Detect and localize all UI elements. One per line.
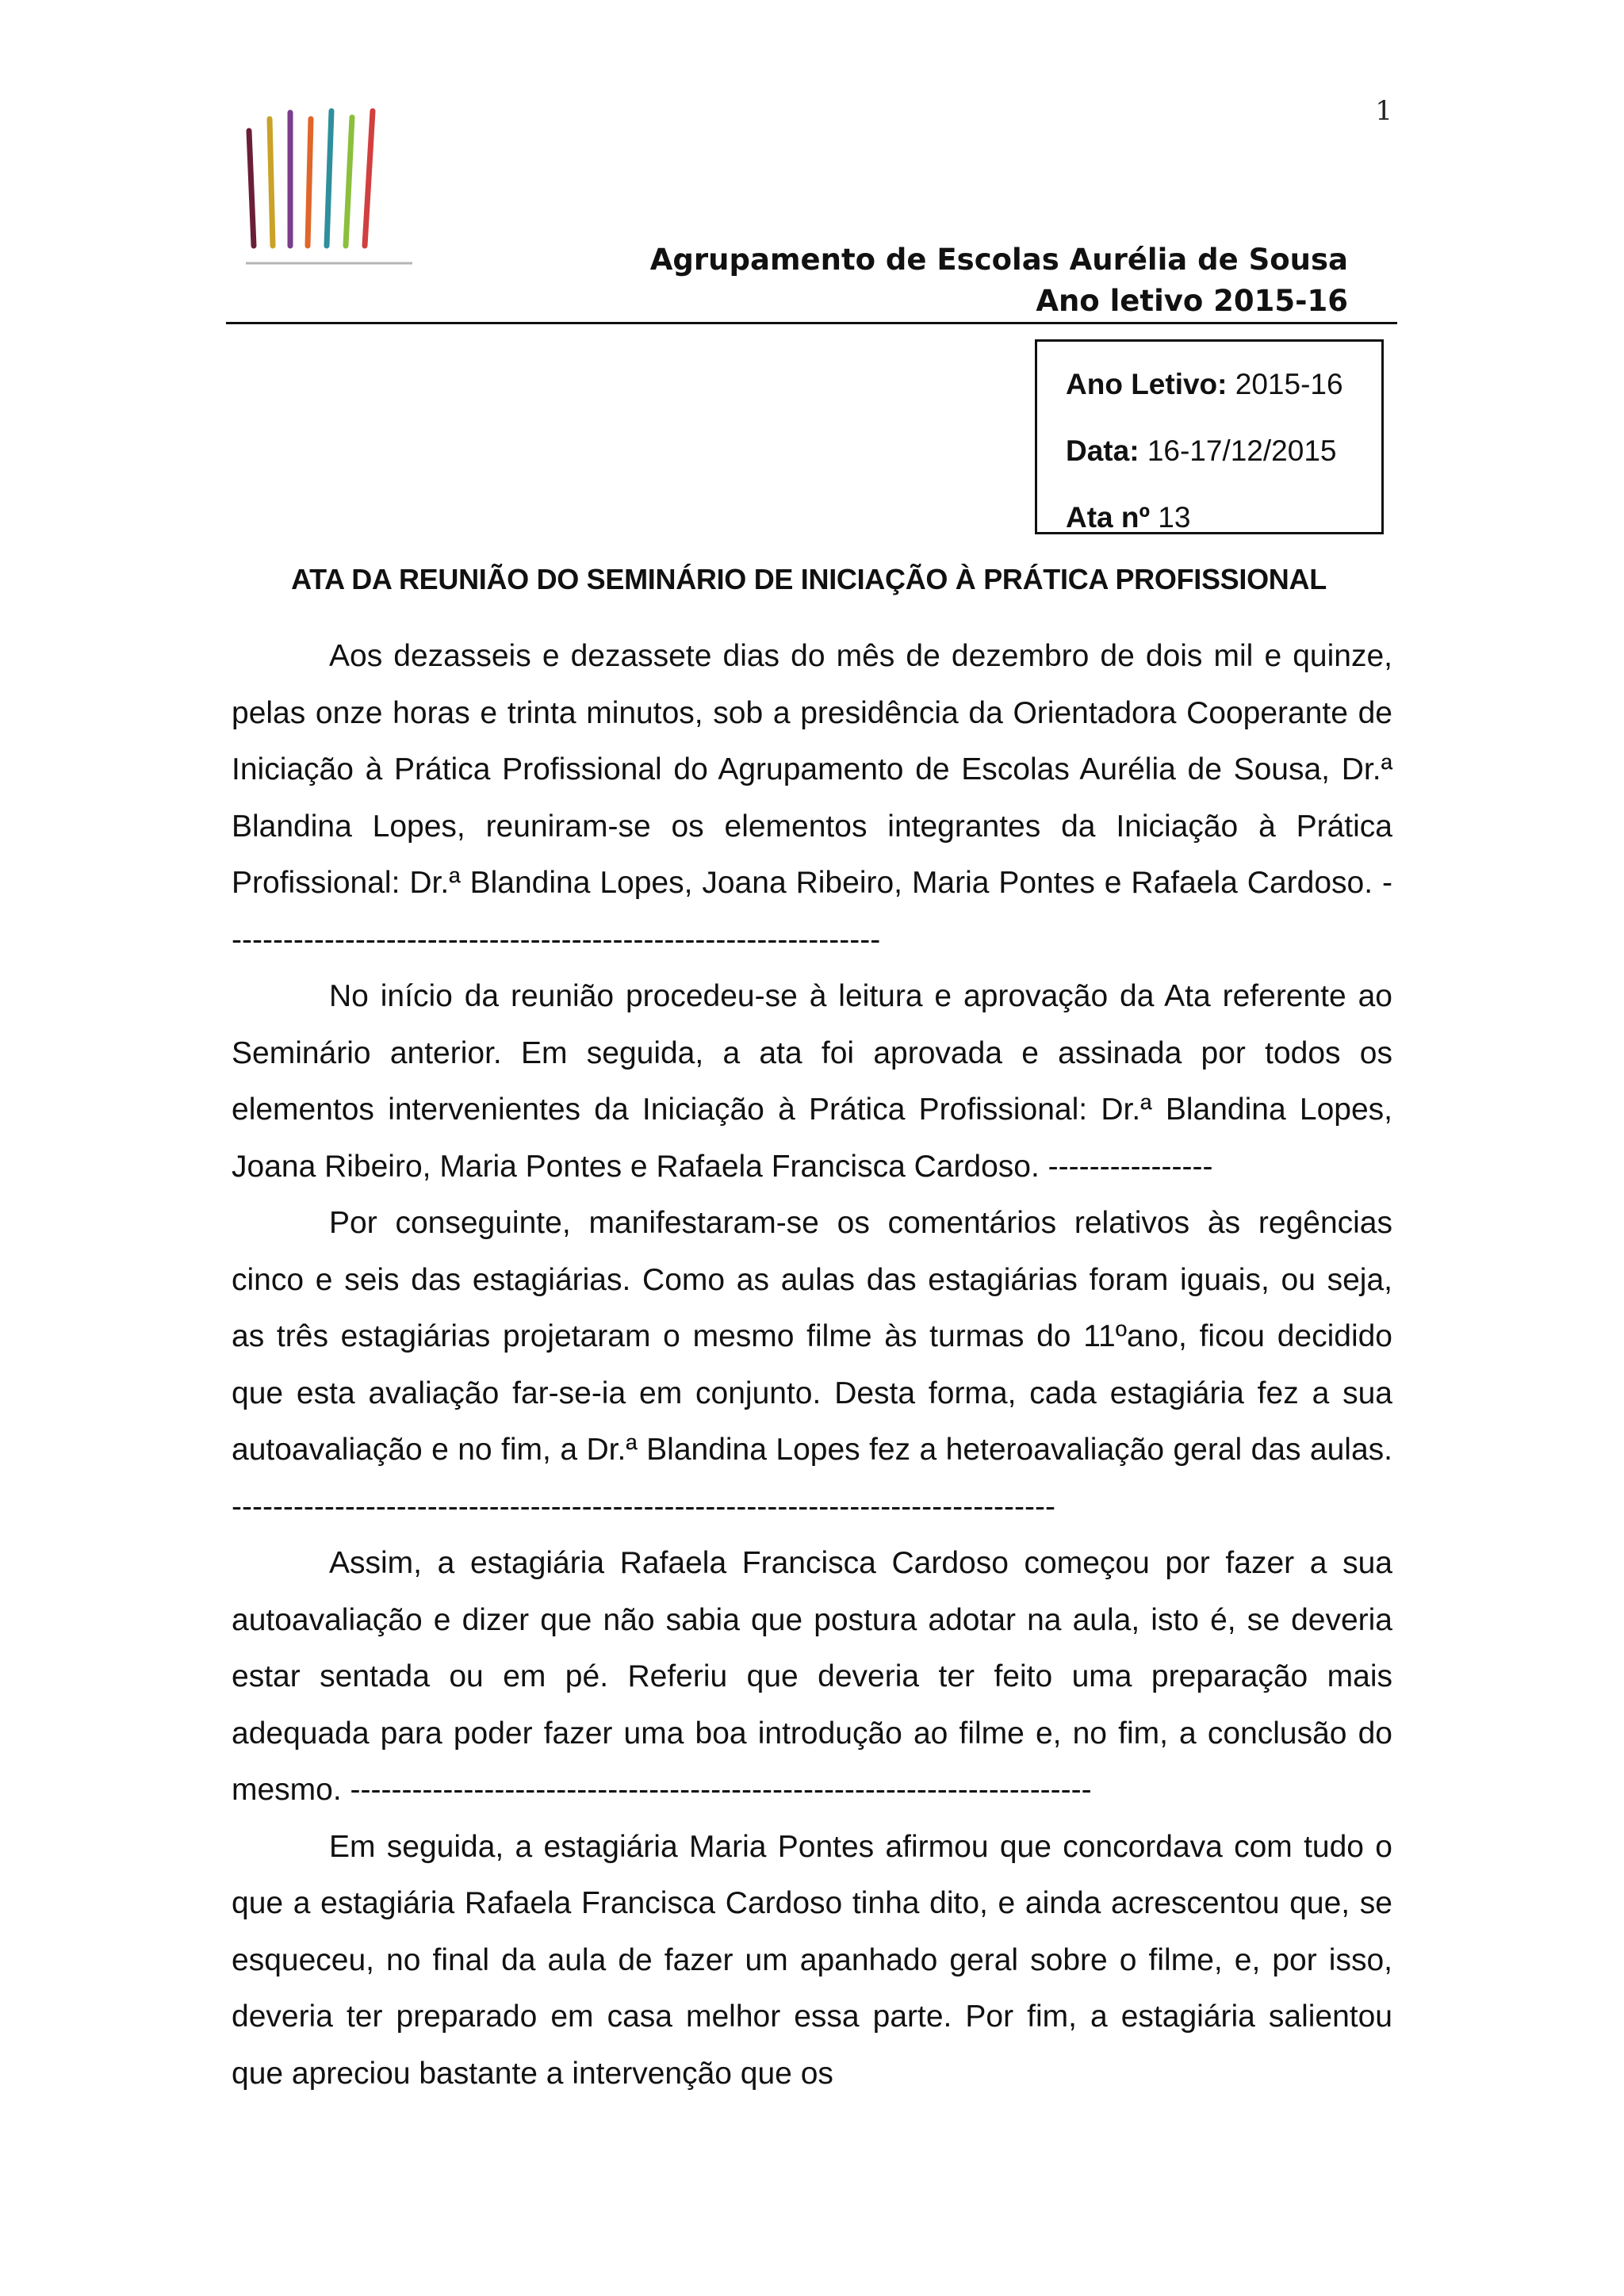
info-data-label: Data: [1066, 434, 1139, 467]
info-ata-label: Ata nº [1066, 501, 1151, 534]
meeting-info-box [1035, 339, 1384, 534]
info-ano-row [1066, 351, 1381, 418]
page-number: 1 [1375, 95, 1392, 127]
document-title: ATA DA REUNIÃO DO SEMINÁRIO DE INICIAÇÃO À PRÁTICA PROFISSIONAL [291, 563, 1327, 595]
header-school-name: Agrupamento de Escolas Aurélia de Sousa [649, 243, 1348, 277]
body-paragraph: Assim, a estagiária Rafaela Francisca Cardoso começou por fazer a sua autoavaliação e dizer que não sabia que postura adotar na aula, isto é, se deveria estar sentada ou em pé. Referiu que deveria ter feito uma preparação mais adequada para poder fazer uma boa introdução ao filme e, no fim, a conclusão do mesmo. ------------------------------------------------------------------------ [232, 1546, 1392, 1807]
body-paragraph: Em seguida, a estagiária Maria Pontes afirmou que concordava com tudo o que a estagiária Rafaela Francisca Cardoso tinha dito, e ainda acrescentou que, se esqueceu, no final da aula de fazer um apanhado geral sobre o filme, e, por isso, deveria ter preparado em casa melhor essa parte. Por fim, a estagiária salientou que apreciou bastante a intervenção que os [232, 1829, 1392, 2091]
header-divider [226, 322, 1397, 324]
info-ata-row [1066, 484, 1381, 551]
info-ata-value: 13 [1158, 501, 1191, 534]
body-paragraph: Por conseguinte, manifestaram-se os comentários relativos às regências cinco e seis das estagiárias. Como as aulas das estagiárias foram iguais, ou seja, as três estagiárias projetaram o mesmo filme às turmas do 11ºano, ficou decidido que esta avaliação far-se-ia em conjunto. Desta forma, cada estagiária fez a sua autoavaliação e no fim, a Dr.ª Blandina Lopes fez a heteroavaliação geral das aulas. -------------------------------------------------------------------------------- [232, 1206, 1392, 1524]
document-body [232, 628, 1392, 2102]
body-paragraph: No início da reunião procedeu-se à leitura e aprovação da Ata referente ao Seminário anterior. Em seguida, a ata foi aprovada e assinada por todos os elementos intervenientes da Iniciação à Prática Profissional: Dr.ª Blandina Lopes, Joana Ribeiro, Maria Pontes e Rafaela Francisca Cardoso. ---------------- [232, 979, 1392, 1184]
info-ano-label: Ano Letivo: [1066, 368, 1228, 400]
info-data-value: 16-17/12/2015 [1147, 434, 1337, 467]
info-data-row [1066, 418, 1381, 484]
body-paragraph: Aos dezasseis e dezassete dias do mês de dezembro de dois mil e quinze, pelas onze horas e trinta minutos, sob a presidência da Orientadora Cooperante de Iniciação à Prática Profissional do Agrupamento de Escolas Aurélia de Sousa, Dr.ª Blandina Lopes, reuniram-se os elementos integrantes da Iniciação à Prática Profissional: Dr.ª Blandina Lopes, Joana Ribeiro, Maria Pontes e Rafaela Cardoso. ---------------------------------------------------------------- [232, 639, 1392, 957]
school-logo-icon [238, 95, 420, 277]
info-ano-value: 2015-16 [1235, 368, 1343, 400]
header-year: Ano letivo 2015-16 [1036, 284, 1348, 318]
header-block [650, 239, 1348, 322]
